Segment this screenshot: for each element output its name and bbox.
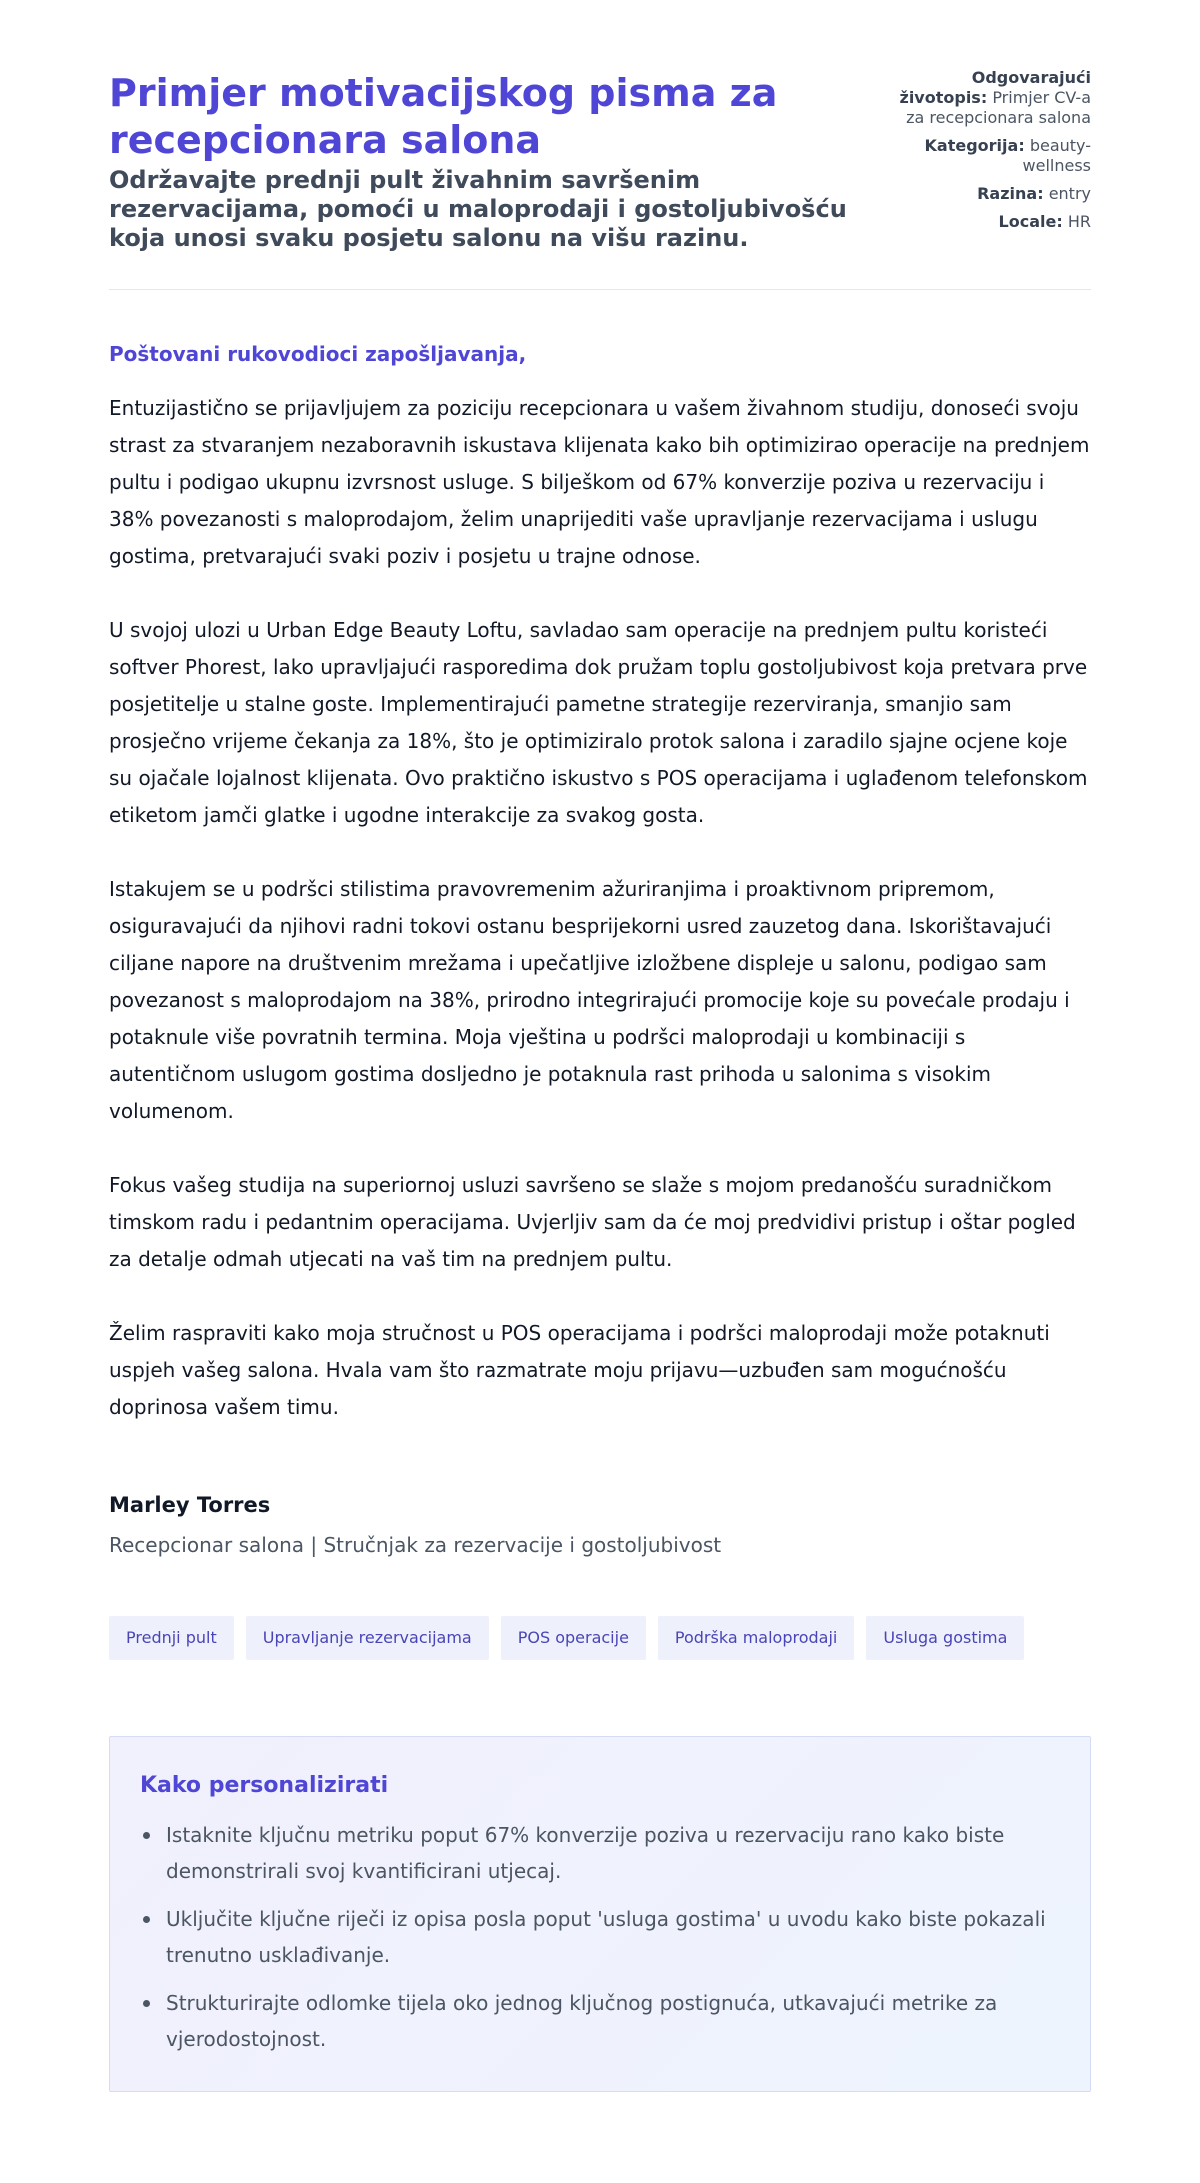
letter-paragraph: U svojoj ulozi u Urban Edge Beauty Loftu, savladao sam operacije na prednjem pultu koristeći softver Phorest, lako upravljajući rasporedima dok pružam toplu gostoljubivost koja pretvara prve posjetitelje u stalne goste. Implementirajući pametne strategije rezerviranja, smanjio sam prosječno vrijeme čekanja za 18%, što je optimiziralo protok salona i zaradilo sjajne ocjene koje su ojačale lojalnost klijenata. Ovo praktično iskustvo s POS operacijama i uglađenom telefonskom etiketom jamči glatke i ugodne interakcije za svakog gosta. <box>109 618 1088 827</box>
meta-level-key: Razina: <box>977 184 1044 203</box>
letter-paragraph: Fokus vašeg studija na superiornoj usluzi savršeno se slaže s mojom predanošću suradničkom timskom radu i pedantnim operacijama. Uvjerljiv sam da će moj predvidivi pristup i oštar pogled za detalje odmah utjecati na vaš tim na prednjem pultu. <box>109 1173 1076 1271</box>
meta-category <box>886 136 1091 176</box>
personalization-tips <box>109 1736 1091 2092</box>
tip-item: Uključite ključne riječi iz opisa posla poput 'usluga gostima' u uvodu kako biste pokazali trenutno usklađivanje. <box>140 1901 1060 1973</box>
tip-item: Istaknite ključnu metriku poput 67% konverzije poziva u rezervaciju rano kako biste demonstrirali svoj kvantificirani utjecaj. <box>140 1817 1060 1889</box>
skill-tag: Upravljanje rezervacijama <box>246 1616 489 1660</box>
page-subtitle: Održavajte prednji pult živahnim savršenim rezervacijama, pomoći u maloprodaji i gostoljubivošću koja unosi svaku posjetu salonu na višu razinu. <box>109 166 847 252</box>
meta-resume-value: Primjer CV-a za recepcionara salona <box>906 88 1091 127</box>
letter-body <box>109 290 1091 1426</box>
tips-list <box>140 1817 1060 2057</box>
signature-title: Recepcionar salona | Stručnjak za rezervacije i gostoljubivost <box>109 1533 722 1557</box>
letter-paragraph: Entuzijastično se prijavljujem za poziciju recepcionara u vašem živahnom studiju, donoseći svoju strast za stvaranjem nezaboravnih iskustava klijenata kako bih optimizirao operacije na prednjem pultu i podigao ukupnu izvrsnost usluge. S bilješkom od 67% konverzije poziva u rezervaciju i 38% povezanosti s maloprodajom, želim unaprijediti vaše upravljanje rezervacijama i uslugu gostima, pretvarajući svaki poziv i posjetu u trajne odnose. <box>109 396 1090 568</box>
tip-item: Strukturirajte odlomke tijela oko jednog ključnog postignuća, utkavajući metrike za vjerodostojnost. <box>140 1985 1060 2057</box>
meta-category-key: Kategorija: <box>924 136 1025 155</box>
letter-greeting: Poštovani rukovodioci zapošljavanja, <box>109 342 527 366</box>
skill-tag: Prednji pult <box>109 1616 234 1660</box>
meta-level <box>886 184 1091 204</box>
meta-resume <box>886 68 1091 128</box>
page-title: Primjer motivacijskog pisma za recepcionara salona <box>109 71 778 162</box>
meta-level-value: entry <box>1048 184 1091 203</box>
page-header <box>109 70 1091 290</box>
signature-name: Marley Torres <box>109 1493 271 1517</box>
meta-panel <box>886 68 1091 240</box>
skill-tags <box>109 1616 1091 1660</box>
meta-category-value: beauty-wellness <box>1022 136 1091 175</box>
signature-block <box>109 1490 1091 1560</box>
letter-paragraph: Želim raspraviti kako moja stručnost u POS operacijama i podršci maloprodaji može potaknuti uspjeh vašeg salona. Hvala vam što razmatrate moju prijavu—uzbuđen sam mogućnošću doprinosa vašem timu. <box>109 1321 1050 1419</box>
title-block <box>109 70 869 253</box>
meta-resume-key: Odgovarajući životopis: <box>899 68 1091 107</box>
meta-locale-value: HR <box>1067 212 1091 231</box>
skill-tag: Usluga gostima <box>866 1616 1024 1660</box>
letter-paragraph: Istakujem se u podršci stilistima pravovremenim ažuriranjima i proaktivnom pripremom, osiguravajući da njihovi radni tokovi ostanu besprijekorni usred zauzetog dana. Iskorištavajući ciljane napore na društvenim mrežama i upečatljive izložbene displeje u salonu, podigao sam povezanost s maloprodajom na 38%, prirodno integrirajući promocije koje su povećale prodaju i potaknule više povratnih termina. Moja vještina u podršci maloprodaji u kombinaciji s autentičnom uslugom gostima dosljedno je potaknula rast prihoda u salonima s visokim volumenom. <box>109 877 1070 1123</box>
meta-locale <box>886 212 1091 232</box>
skill-tag: POS operacije <box>501 1616 646 1660</box>
tips-title: Kako personalizirati <box>140 1773 389 1798</box>
meta-locale-key: Locale: <box>998 212 1063 231</box>
skill-tag: Podrška maloprodaji <box>658 1616 854 1660</box>
